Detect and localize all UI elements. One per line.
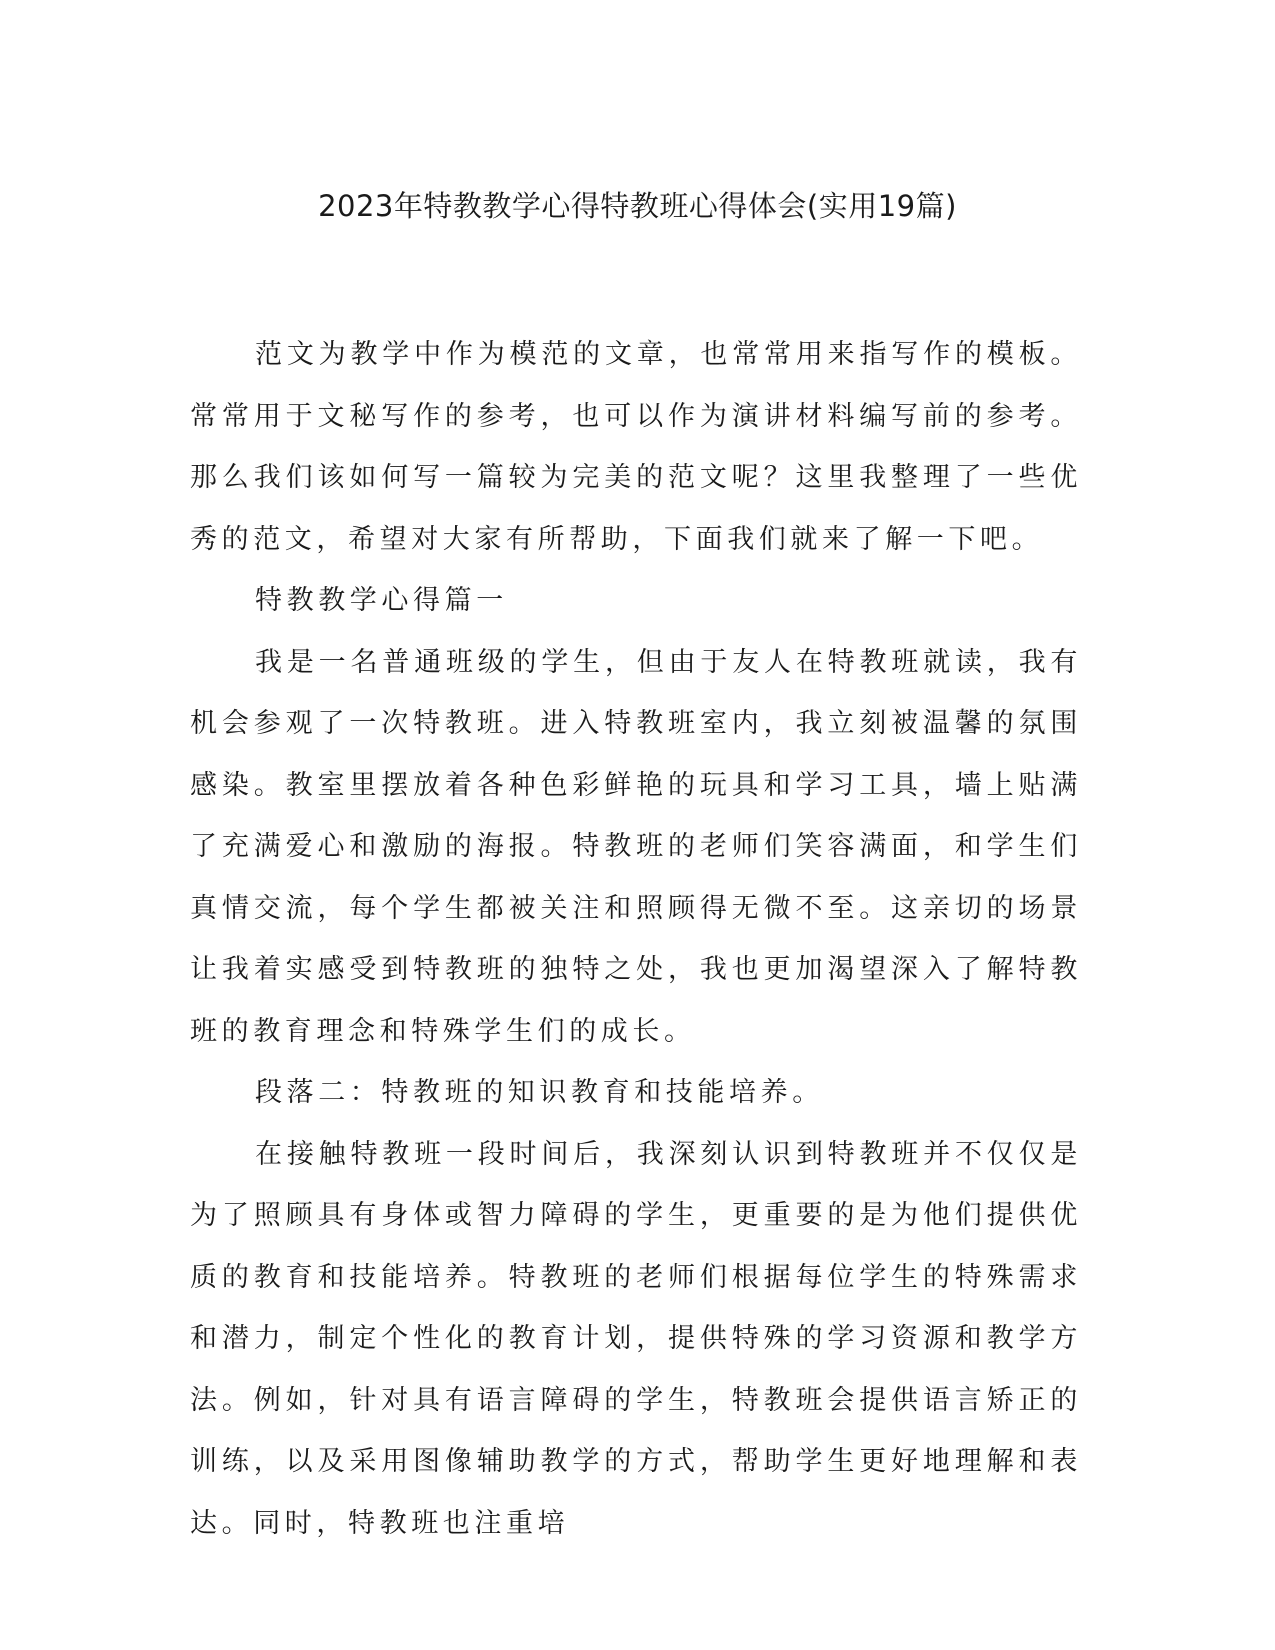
document-title: 2023年特教教学心得特教班心得体会(实用19篇) — [318, 189, 957, 223]
intro-paragraph: 范文为教学中作为模范的文章，也常常用来指写作的模板。常常用于文秘写作的参考，也可以作为演讲材料编写前的参考。那么我们该如何写一篇较为完美的范文呢？这里我整理了一些优秀的范文，希望对大家有所帮助，下面我们就来了解一下吧。 — [190, 339, 1082, 555]
body-paragraph-2: 在接触特教班一段时间后，我深刻认识到特教班并不仅仅是为了照顾具有身体或智力障碍的学生，更重要的是为他们提供优质的教育和技能培养。特教班的老师们根据每位学生的特殊需求和潜力，制定个性化的教育计划，提供特殊的学习资源和教学方法。例如，针对具有语言障碍的学生，特教班会提供语言矫正的训练，以及采用图像辅助教学的方式，帮助学生更好地理解和表达。同时，特教班也注重培 — [190, 1138, 1082, 1539]
section-heading-2: 段落二：特教班的知识教育和技能培养。 — [255, 1077, 824, 1108]
section-heading-1: 特教教学心得篇一 — [255, 585, 508, 616]
document-body — [190, 324, 1082, 1554]
body-paragraph-1: 我是一名普通班级的学生，但由于友人在特教班就读，我有机会参观了一次特教班。进入特教班室内，我立刻被温馨的氛围感染。教室里摆放着各种色彩鲜艳的玩具和学习工具，墙上贴满了充满爱心和激励的海报。特教班的老师们笑容满面，和学生们真情交流，每个学生都被关注和照顾得无微不至。这亲切的场景让我着实感受到特教班的独特之处，我也更加渴望深入了解特教班的教育理念和特殊学生们的成长。 — [190, 646, 1082, 1047]
